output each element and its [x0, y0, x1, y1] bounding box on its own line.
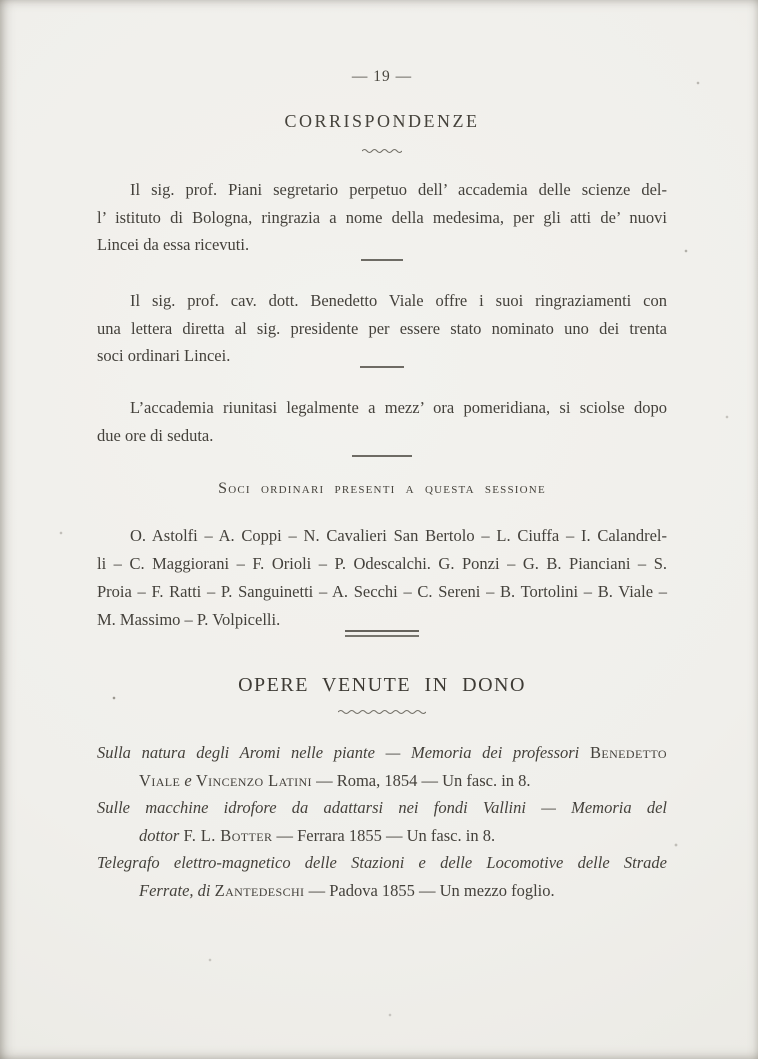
book-entry-line	[97, 849, 667, 877]
text-segment: — Padova 1855 — Un mezzo foglio.	[304, 880, 555, 900]
section-title-opere: OPERE VENUTE IN DONO	[238, 674, 526, 696]
text-segment: Zantedeschi	[214, 880, 305, 900]
text-segment: Telegrafo elettro-magnetico delle Stazioni e delle Locomotive delle Strade	[97, 853, 667, 872]
text-segment: F. L. Botter	[183, 825, 273, 845]
book-entry-line	[97, 877, 667, 905]
text-segment: Vincenzo Latini	[195, 770, 312, 790]
text-line: una lettera diretta al sig. presidente per essere stato nominato uno dei trenta	[97, 318, 667, 338]
text-line: O. Astolfi – A. Coppi – N. Cavalieri San Bertolo – L. Ciuffa – I. Calandrel-	[130, 526, 667, 545]
donated-works-list	[97, 739, 667, 904]
text-line: soci ordinari Lincei.	[97, 346, 231, 365]
text-segment: Sulle macchine idrofore da adattarsi nei fondi Vallini — Memoria del	[97, 798, 667, 817]
text-segment: — Ferrara 1855 — Un fasc. in 8.	[272, 825, 496, 845]
wavy-divider	[97, 708, 667, 715]
text-line: Lincei da essa ricevuti.	[97, 235, 250, 254]
text-line: Il sig. prof. cav. dott. Benedetto Viale offre i suoi ringraziamenti con	[130, 291, 667, 310]
book-entry-line	[97, 794, 667, 822]
section-divider-rule	[361, 259, 403, 261]
session-members-heading: Soci ordinari presenti a questa sessione	[218, 480, 546, 497]
text-block	[97, 0, 667, 1059]
section-divider-rule	[352, 455, 412, 457]
text-line: Proia – F. Ratti – P. Sanguinetti – A. Secchi – C. Sereni – B. Tortolini – B. Viale –	[97, 582, 667, 601]
text-segment: Viale	[139, 770, 181, 790]
double-rule-divider	[345, 630, 419, 637]
text-segment: Ferrate, di	[139, 880, 215, 900]
wavy-divider-icon	[338, 708, 426, 715]
text-line: L’accademia riunitasi legalmente a mezz’ ora pomeridiana, si sciolse dopo	[130, 398, 667, 417]
text-line: due ore di seduta.	[97, 425, 214, 445]
book-entry-line	[97, 739, 667, 767]
text-segment: Sulla natura degli Aromi nelle piante — Memoria dei professori	[97, 743, 590, 762]
book-entry-line	[97, 767, 667, 795]
members-list	[97, 522, 667, 634]
paragraph-viale-thanks	[97, 287, 667, 370]
page-number: — 19 —	[351, 68, 413, 85]
text-segment: — Roma, 1854 — Un fasc. in 8.	[311, 770, 531, 790]
paragraph-piani-thanks	[97, 176, 667, 259]
text-line: M. Massimo – P. Volpicelli.	[97, 610, 281, 629]
text-segment: dottor	[139, 825, 184, 845]
wavy-divider	[97, 147, 667, 154]
section-title-corrispondenze: CORRISPONDENZE	[284, 111, 480, 131]
text-line: Il sig. prof. Piani segretario perpetuo dell’ accademia delle scienze del-	[130, 180, 667, 199]
wavy-divider-icon	[362, 147, 402, 154]
text-segment: e	[180, 770, 196, 790]
section-divider-rule	[360, 366, 404, 368]
text-segment: Benedetto	[589, 743, 667, 762]
text-line: l’ istituto di Bologna, ringrazia a nome della medesima, per gli atti de’ nuovi	[97, 207, 667, 227]
text-line: li – C. Maggiorani – F. Orioli – P. Odescalchi. G. Ponzi – G. B. Pianciani – S.	[97, 554, 667, 573]
book-entry-line	[97, 822, 667, 850]
paragraph-session-close	[97, 394, 667, 449]
